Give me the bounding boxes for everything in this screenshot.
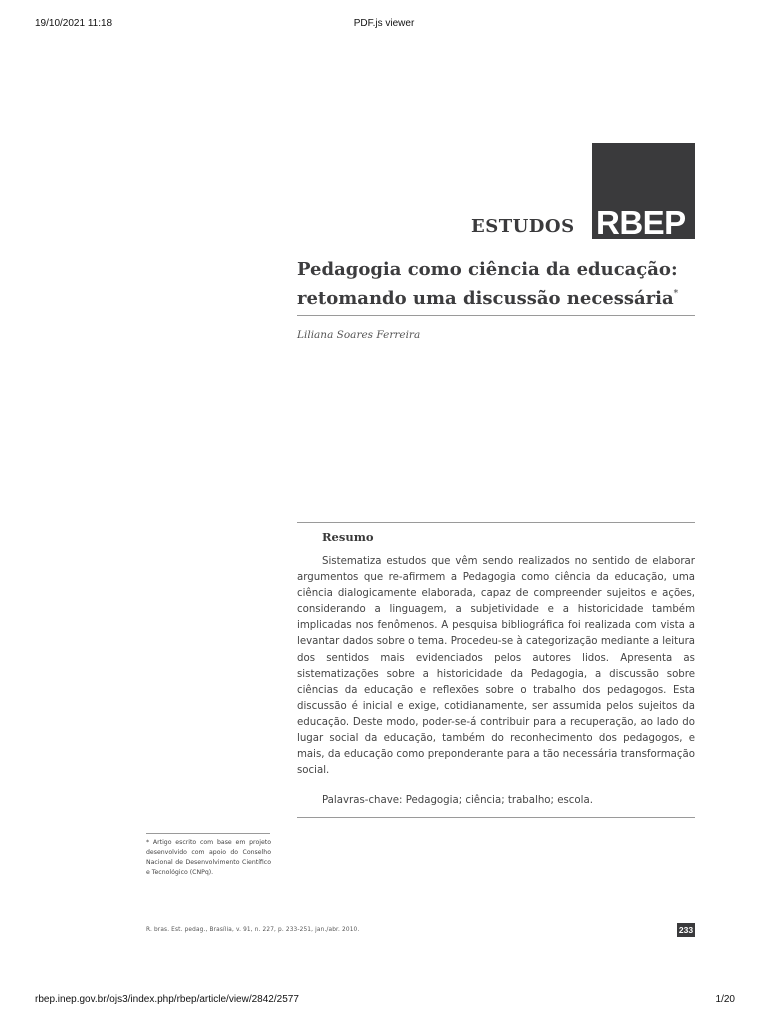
title-divider [297, 315, 695, 316]
journal-citation: R. bras. Est. pedag., Brasília, v. 91, n. 227, p. 233-251, jan./abr. 2010. [146, 927, 360, 933]
footnote-divider [146, 833, 270, 834]
print-header [0, 18, 768, 32]
page-number: 233 [678, 925, 694, 935]
abstract-text: Sistematiza estudos que vêm sendo realizados no sentido de elaborar argumentos que re-afirmem a Pedagogia como ciência da educação, uma ciência dialogicamente elaborada, capaz de compreender sujeitos e ações, considerando a linguagem, a subjetividade e a historicidade também implicadas nos fenômenos. A pesquisa bibliográfica foi realizada com vista a levantar dados sobre o tema. Procedeu-se à categorização mediante a leitura dos sentidos mais evidenciados pelos autores lidos. Apresenta as sistematizações sobre a historicidade da Pedagogia, a discussão sobre ciências da educação e reflexões sobre o trabalho dos pedagogos. Esta discussão é inicial e exige, cotidianamente, ser assumida pelos sujeitos da educação. Deste modo, poder-se-á contribuir para a recuperação, ao lado do lugar social da educação, também do reconhecimento dos pedagogos, e mais, da educação como preponderante para a tão necessária transformação social. [297, 556, 695, 777]
journal-logo [592, 143, 695, 239]
title-footnote-marker: * [673, 289, 679, 299]
print-date: 19/10/2021 11:18 [35, 18, 113, 29]
print-url: rbep.inep.gov.br/ojs3/index.php/rbep/article/view/2842/2577 [35, 994, 299, 1005]
keywords: Palavras-chave: Pedagogia; ciência; trabalho; escola. [322, 795, 593, 806]
abstract-bottom-divider [297, 817, 695, 818]
article-title [297, 258, 697, 311]
journal-logo-text: RBEP [596, 204, 686, 241]
abstract-top-divider [297, 522, 695, 523]
print-title: PDF.js viewer [353, 18, 415, 29]
title-line-1: Pedagogia como ciência da educação: [297, 259, 678, 280]
footnote: * Artigo escrito com base em projeto desenvolvido com apoio do Conselho Nacional de Desenvolvimento Científico e Tecnológico (CNPq). [146, 839, 271, 876]
title-line-2 [297, 282, 697, 311]
print-page-count: 1/20 [715, 994, 735, 1005]
abstract-heading: Resumo [322, 530, 374, 544]
section-label: ESTUDOS [471, 216, 575, 237]
author-name: Liliana Soares Ferreira [297, 329, 421, 341]
title-line-2-text: retomando uma discussão necessária [297, 288, 674, 309]
